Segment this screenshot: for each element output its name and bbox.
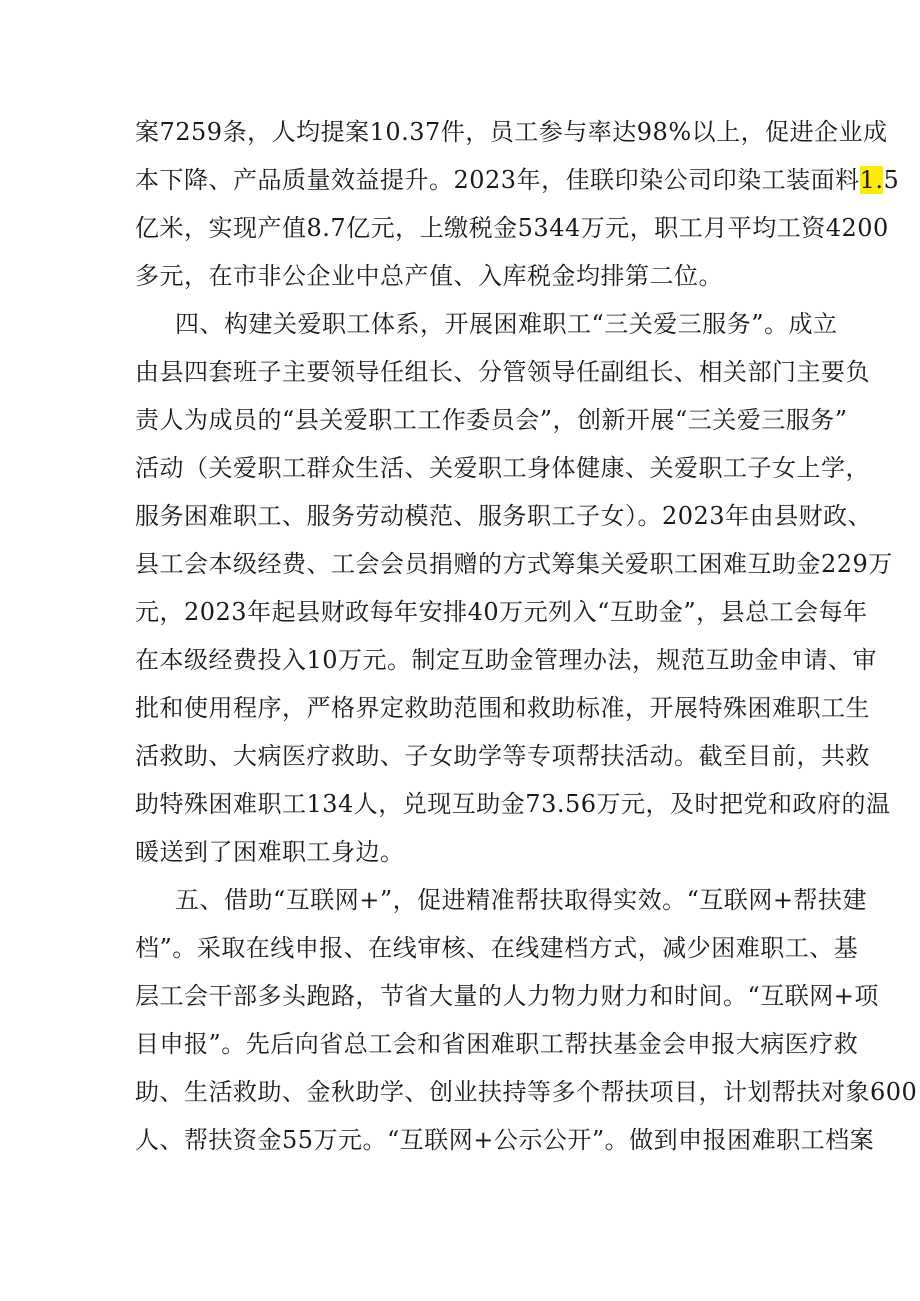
highlighted-text: 1.: [859, 166, 884, 194]
text-line-16: 暖送到了困难职工身边。: [135, 838, 405, 866]
text-line-6: 由县四套班子主要领导任组长、分管领导任副组长、相关部门主要负: [135, 358, 870, 386]
text-line-7: 责人为成员的“县关爱职工工作委员会”，创新开展“三关爱三服务”: [135, 406, 848, 434]
text-line-18: 档”。采取在线申报、在线审核、在线建档方式，减少困难职工、基: [135, 934, 859, 962]
text-line-9: 服务困难职工、服务劳动模范、服务职工子女）。2023年由县财政、: [135, 502, 873, 530]
text-line-8: 活动（关爱职工群众生活、关爱职工身体健康、关爱职工子女上学，: [135, 454, 870, 482]
paragraph-5-heading: 五、借助“互联网+”，促进精准帮扶取得实效。“互联网+帮扶建: [175, 886, 868, 914]
text-line-22: 人、帮扶资金55万元。“互联网+公示公开”。做到申报困难职工档案: [135, 1126, 875, 1154]
text-line-1: 案7259条，人均提案10.37件，员工参与率达98%以上，促进企业成: [135, 118, 888, 146]
text-line-19: 层工会干部多头跑路，节省大量的人力物力财力和时间。“互联网+项: [135, 982, 879, 1010]
text-line-2: [135, 160, 900, 200]
text-line-2-end: 5: [883, 166, 900, 194]
text-line-11: 元，2023年起县财政每年安排40万元列入“互助金”，县总工会每年: [135, 598, 868, 626]
text-line-3: 亿米，实现产值8.7亿元，上缴税金5344万元，职工月平均工资4200: [135, 214, 889, 242]
text-line-13: 批和使用程序，严格界定救助范围和救助标准，开展特殊困难职工生: [135, 694, 870, 722]
text-line-15: 助特殊困难职工134人，兑现互助金73.56万元，及时把党和政府的温: [135, 790, 891, 818]
text-line-21: 助、生活救助、金秋助学、创业扶持等多个帮扶项目，计划帮扶对象600: [135, 1078, 918, 1106]
text-line-20: 目申报”。先后向省总工会和省困难职工帮扶基金会申报大病医疗救: [135, 1030, 859, 1058]
text-line-10: 县工会本级经费、工会会员捐赠的方式筹集关爱职工困难互助金229万: [135, 550, 893, 578]
text-line-4: 多元，在市非公企业中总产值、入库税金均排第二位。: [135, 262, 723, 290]
text-line-14: 活救助、大病医疗救助、子女助学等专项帮扶活动。截至目前，共救: [135, 742, 870, 770]
text-line-12: 在本级经费投入10万元。制定互助金管理办法，规范互助金申请、审: [135, 646, 878, 674]
text-line-2-main: 本下降、产品质量效益提升。2023年，佳联印染公司印染工装面料: [135, 166, 860, 194]
paragraph-4-heading: 四、构建关爱职工体系，开展困难职工“三关爱三服务”。成立: [175, 310, 838, 338]
